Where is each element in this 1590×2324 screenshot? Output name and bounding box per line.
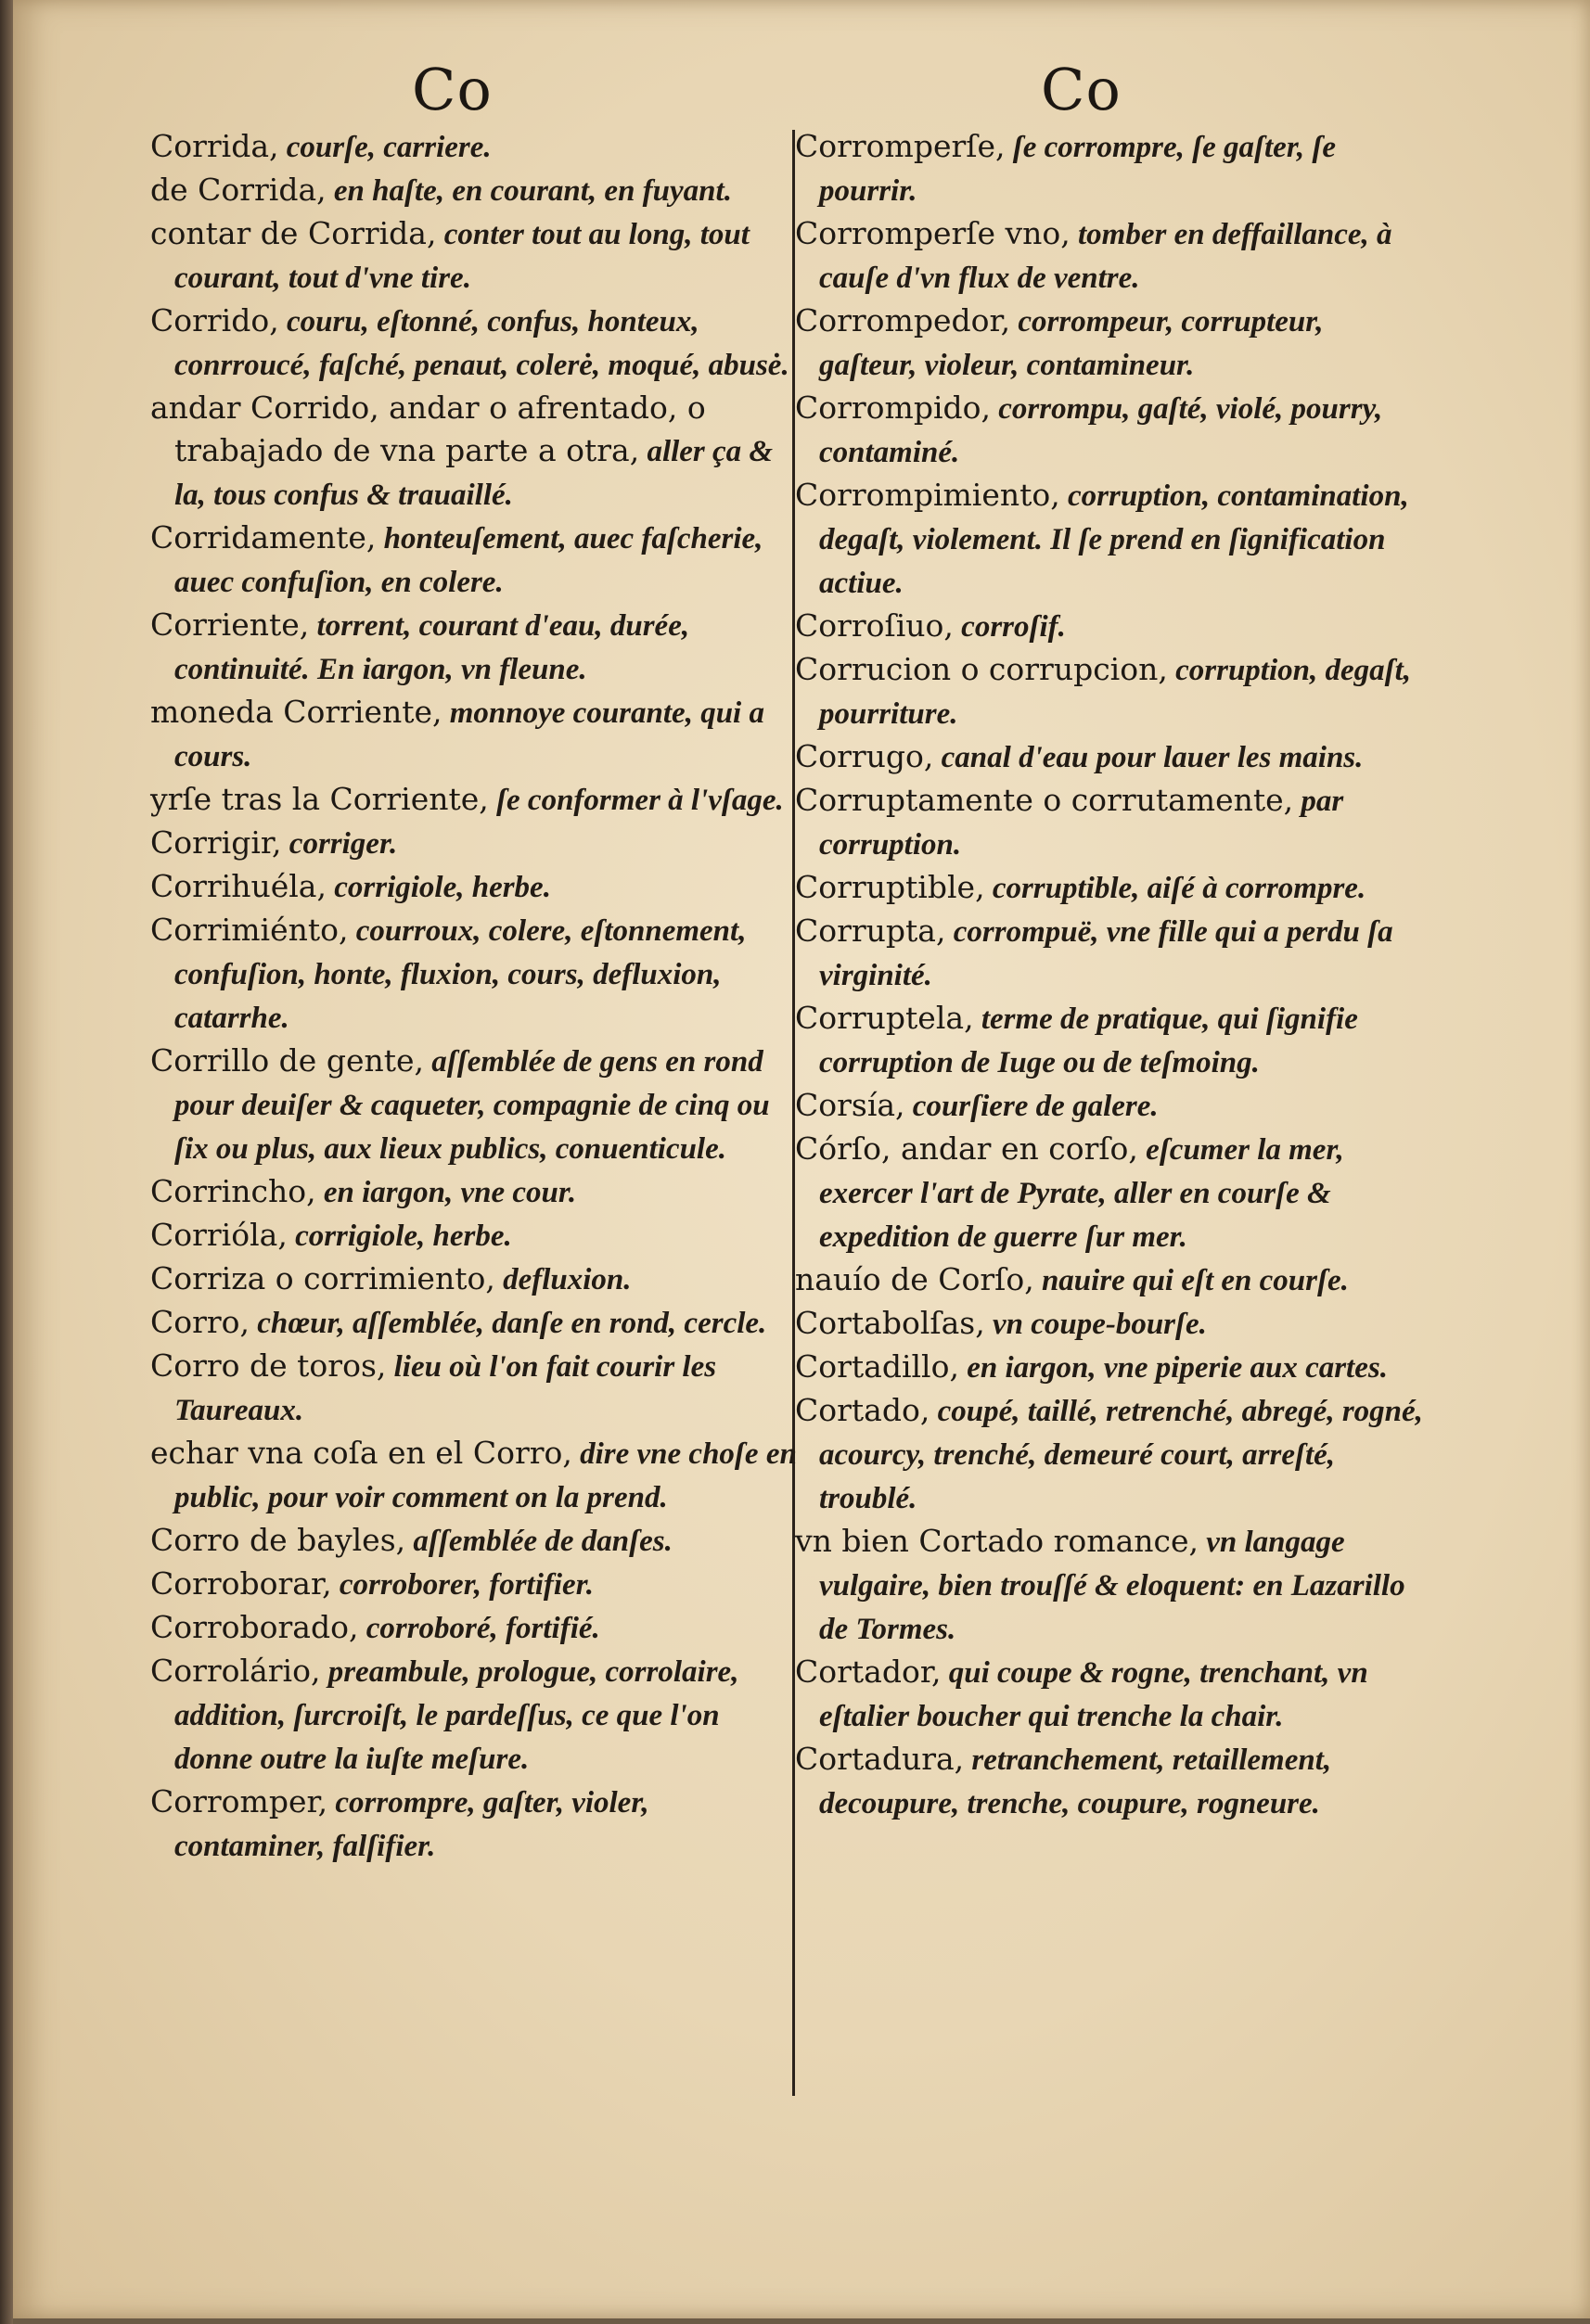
entry-headword: moneda Corriente, bbox=[150, 694, 442, 730]
entry-headword: Corrompimiento, bbox=[795, 477, 1060, 513]
entry-definition: corroboré, fortifié. bbox=[358, 1612, 600, 1645]
dictionary-entry bbox=[795, 1258, 1426, 1302]
entry-headword: Corrincho, bbox=[150, 1173, 316, 1209]
dictionary-entry bbox=[150, 125, 800, 169]
dictionary-entry bbox=[150, 1432, 800, 1519]
entry-headword: Cortado, bbox=[795, 1392, 930, 1428]
entry-definition: aſſemblée de gens en rond pour deuiſer & caqueter, compagnie de cinq ou ſix ou plus, aux lieux publics, conuenticule. bbox=[174, 1045, 770, 1166]
entry-definition: coupé, taillé, retrenché, abregé, rogné, acourcy, trenché, demeuré court, arreſté, troublé. bbox=[819, 1395, 1423, 1515]
entry-definition: en iargon, vne cour. bbox=[315, 1176, 577, 1209]
entry-definition: honteuſement, auec faſcherie, auec confuſion, en colere. bbox=[174, 522, 763, 599]
entry-definition: en iargon, vne piperie aux cartes. bbox=[958, 1351, 1388, 1385]
dictionary-entry bbox=[150, 1258, 800, 1301]
dictionary-entry bbox=[795, 474, 1426, 605]
entry-headword: vn bien Cortado romance, bbox=[795, 1523, 1199, 1559]
entry-headword: Corromperſe, bbox=[795, 128, 1006, 164]
dictionary-entry bbox=[150, 212, 800, 300]
entry-headword: yrſe tras la Corriente, bbox=[150, 781, 489, 817]
entry-headword: Corriente, bbox=[150, 607, 310, 643]
entry-definition: vn coupe-bourſe. bbox=[984, 1308, 1207, 1341]
entry-definition: nauire qui eſt en courſe. bbox=[1033, 1264, 1349, 1297]
dictionary-entry bbox=[150, 865, 800, 909]
entry-headword: Corrimiénto, bbox=[150, 912, 349, 948]
entry-definition: courſe, carriere. bbox=[278, 131, 492, 164]
entry-headword: Corsía, bbox=[795, 1087, 905, 1123]
entry-definition: dire vne choſe en public, pour voir comment on la prend. bbox=[174, 1437, 797, 1514]
dictionary-entry bbox=[150, 1170, 800, 1214]
entry-definition: corruption, contamination, degaſt, violement. Il ſe prend en ſignification actiue. bbox=[819, 479, 1409, 600]
entry-headword: Corrióla, bbox=[150, 1217, 288, 1253]
dictionary-entry bbox=[795, 648, 1426, 735]
dictionary-entry bbox=[150, 1650, 800, 1781]
entry-headword: echar vna coſa en el Corro, bbox=[150, 1435, 572, 1471]
dictionary-entry bbox=[795, 1302, 1426, 1346]
entry-definition: vn langage vulgaire, bien trouſſé & eloquent: en Lazarillo de Tormes. bbox=[819, 1526, 1405, 1646]
entry-headword: Corroborar, bbox=[150, 1565, 332, 1602]
entry-definition: ſe conformer à l'vſage. bbox=[488, 784, 784, 817]
entry-headword: Corrillo de gente, bbox=[150, 1042, 425, 1079]
dictionary-entry bbox=[795, 1346, 1426, 1389]
entry-definition: courſiere de galere. bbox=[904, 1090, 1159, 1123]
entry-headword: nauío de Corſo, bbox=[795, 1261, 1034, 1297]
book-binding-edge bbox=[0, 0, 13, 2324]
entry-definition: qui coupe & rogne, trenchant, vn eſtalier boucher qui trenche la chair. bbox=[819, 1656, 1368, 1733]
entry-headword: Corrida, bbox=[150, 128, 279, 164]
dictionary-entry bbox=[795, 735, 1426, 779]
entry-definition: terme de pratique, qui ſignifie corruption de Iuge ou de teſmoing. bbox=[819, 1002, 1358, 1079]
entry-headword: Corrompido, bbox=[795, 389, 991, 426]
entry-headword: Corrigir, bbox=[150, 824, 282, 861]
dictionary-entry bbox=[795, 779, 1426, 866]
dictionary-entry bbox=[795, 1738, 1426, 1825]
entry-headword: Corroſiuo, bbox=[795, 607, 954, 644]
entry-definition: corrompuë, vne fille qui a perdu ſa virginité. bbox=[819, 915, 1393, 992]
dictionary-entry bbox=[150, 517, 800, 604]
dictionary-entry bbox=[795, 300, 1426, 387]
dictionary-entry bbox=[795, 212, 1426, 300]
dictionary-entry bbox=[795, 910, 1426, 997]
entry-headword: Corriza o corrimiento, bbox=[150, 1260, 495, 1296]
entry-definition: corrigiole, herbe. bbox=[326, 871, 551, 904]
right-column bbox=[795, 125, 1426, 1825]
entry-definition: tomber en deffaillance, à cauſe d'vn flux de ventre. bbox=[819, 218, 1392, 295]
entry-headword: contar de Corrida, bbox=[150, 215, 437, 251]
entry-definition: corriger. bbox=[281, 827, 398, 861]
dictionary-entry bbox=[150, 1040, 800, 1170]
entry-headword: Corrihuéla, bbox=[150, 868, 327, 904]
dictionary-entry bbox=[150, 691, 800, 778]
entry-headword: Corrucion o corrupcion, bbox=[795, 651, 1168, 687]
dictionary-entry bbox=[150, 1606, 800, 1650]
dictionary-entry bbox=[795, 1389, 1426, 1520]
entry-definition: monnoye courante, qui a cours. bbox=[174, 696, 764, 773]
entry-headword: Corruptela, bbox=[795, 1000, 974, 1036]
left-column bbox=[150, 125, 800, 1868]
entry-definition: corruptible, aiſé à corrompre. bbox=[984, 872, 1366, 905]
entry-headword: Corrupta, bbox=[795, 913, 946, 949]
dictionary-entry bbox=[795, 1084, 1426, 1128]
dictionary-entry bbox=[150, 1301, 800, 1345]
entry-headword: Corridamente, bbox=[150, 519, 377, 555]
entry-definition: aller ça & la, tous confus & trauaillé. bbox=[174, 435, 774, 512]
dictionary-entry bbox=[795, 866, 1426, 910]
dictionary-entry bbox=[150, 909, 800, 1040]
entry-headword: de Corrida, bbox=[150, 172, 327, 208]
dictionary-entry bbox=[150, 1214, 800, 1258]
dictionary-entry bbox=[150, 1345, 800, 1432]
entry-definition: aſſemblée de danſes. bbox=[405, 1525, 673, 1558]
entry-definition: ſe corrompre, ſe gaſter, ſe pourrir. bbox=[819, 131, 1336, 208]
entry-definition: chœur, aſſemblée, danſe en rond, cercle. bbox=[250, 1307, 767, 1340]
entry-definition: canal d'eau pour lauer les mains. bbox=[933, 741, 1364, 774]
entry-definition: courroux, colere, eſtonnement, confuſion, honte, fluxion, cours, defluxion, catarrhe. bbox=[174, 914, 747, 1035]
dictionary-entry bbox=[150, 1563, 800, 1606]
entry-headword: Corromperſe vno, bbox=[795, 215, 1071, 251]
entry-headword: Corroborado, bbox=[150, 1609, 359, 1645]
entry-definition: par corruption. bbox=[819, 785, 1344, 862]
dictionary-entry bbox=[795, 1651, 1426, 1738]
entry-definition: conter tout au long, tout courant, tout d'vne tire. bbox=[174, 218, 750, 295]
dictionary-entry bbox=[150, 1519, 800, 1563]
entry-headword: Cortadura, bbox=[795, 1741, 965, 1777]
entry-headword: Cortabolſas, bbox=[795, 1305, 985, 1341]
entry-headword: Cortadillo, bbox=[795, 1348, 959, 1385]
dictionary-entry bbox=[795, 605, 1426, 648]
entry-definition: eſcumer la mer, exercer l'art de Pyrate, aller en courſe & expedition de guerre ſur mer. bbox=[819, 1133, 1344, 1254]
entry-definition: corrompeur, corrupteur, gaſteur, violeur, contamineur. bbox=[819, 305, 1324, 382]
dictionary-entry bbox=[150, 604, 800, 691]
entry-headword: Corruptible, bbox=[795, 869, 985, 905]
dictionary-entry bbox=[150, 778, 800, 822]
entry-definition: torrent, courant d'eau, durée, continuité. En iargon, vn fleune. bbox=[174, 609, 690, 686]
entry-headword: Cortador, bbox=[795, 1654, 942, 1690]
dictionary-entry bbox=[795, 387, 1426, 474]
entry-definition: preambule, prologue, corrolaire, addition, ſurcroiſt, le pardeſſus, ce que l'on donne outre la iuſte meſure. bbox=[174, 1655, 739, 1776]
entry-headword: Corrolário, bbox=[150, 1653, 321, 1689]
dictionary-entry bbox=[150, 1781, 800, 1868]
entry-headword: andar Corrido, andar o afrentado, o trabajado de vna parte a otra, bbox=[150, 389, 706, 468]
entry-definition: corrompre, gaſter, violer, contaminer, falſifier. bbox=[174, 1786, 649, 1863]
entry-definition: lieu où l'on fait courir les Taureaux. bbox=[174, 1350, 717, 1427]
entry-headword: Corruptamente o corrutamente, bbox=[795, 782, 1294, 818]
dictionary-entry bbox=[150, 387, 800, 517]
entry-definition: en haſte, en courant, en fuyant. bbox=[326, 174, 732, 208]
running-head-right: Co bbox=[1041, 56, 1122, 123]
entry-definition: couru, eſtonné, confus, honteux, conrroucé, faſché, penaut, colerė, moqué, abusė. bbox=[174, 305, 789, 382]
entry-definition: corrigiole, herbe. bbox=[287, 1219, 512, 1253]
dictionary-entry bbox=[795, 997, 1426, 1084]
dictionary-entry bbox=[795, 125, 1426, 212]
entry-definition: defluxion. bbox=[494, 1263, 632, 1296]
entry-definition: retranchement, retaillement, decoupure, trenche, coupure, rogneure. bbox=[819, 1743, 1332, 1820]
dictionary-page bbox=[13, 0, 1590, 2318]
dictionary-entry bbox=[150, 300, 800, 387]
dictionary-entry bbox=[795, 1128, 1426, 1258]
dictionary-entry bbox=[795, 1520, 1426, 1651]
entry-headword: Corro de toros, bbox=[150, 1347, 387, 1384]
entry-headword: Corro de bayles, bbox=[150, 1522, 406, 1558]
entry-definition: corroſif. bbox=[953, 610, 1066, 644]
entry-headword: Corrugo, bbox=[795, 738, 934, 774]
entry-headword: Corrido, bbox=[150, 302, 279, 338]
entry-headword: Corromper, bbox=[150, 1783, 328, 1820]
entry-definition: corrompu, gaſté, violé, pourry, contaminé. bbox=[819, 392, 1383, 469]
dictionary-entry bbox=[150, 169, 800, 212]
entry-headword: Corrompedor, bbox=[795, 302, 1011, 338]
entry-definition: corroborer, fortifier. bbox=[331, 1568, 594, 1602]
entry-headword: Corro, bbox=[150, 1304, 250, 1340]
dictionary-entry bbox=[150, 822, 800, 865]
entry-definition: corruption, degaſt, pourriture. bbox=[819, 654, 1412, 731]
running-head-left: Co bbox=[412, 56, 493, 123]
entry-headword: Córſo, andar en corſo, bbox=[795, 1130, 1138, 1167]
